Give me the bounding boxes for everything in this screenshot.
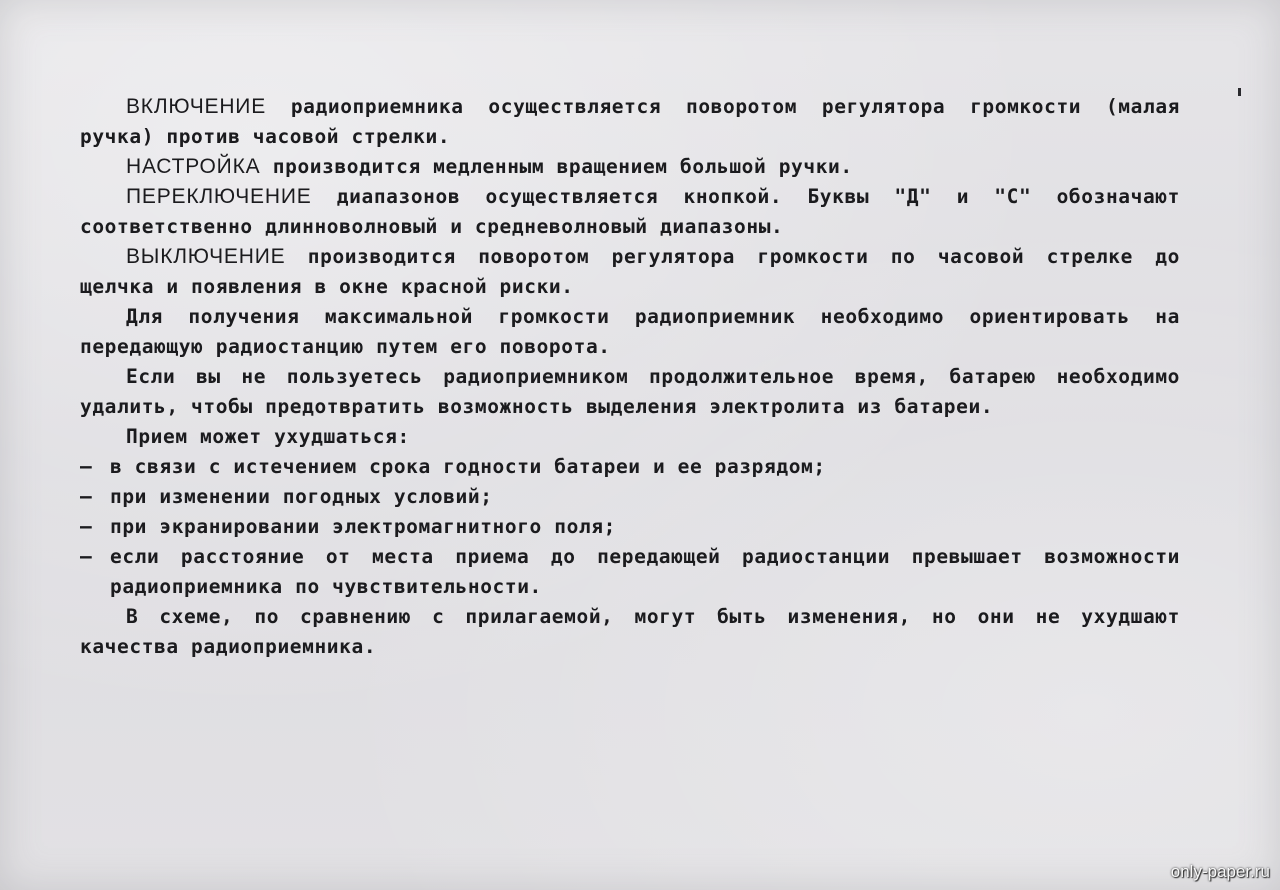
paragraph-reception-intro — [80, 422, 1180, 452]
list-item-text: если расстояние от места приема до передающей радиостанции превышает возможности радиоприемника по чувствительности. — [110, 545, 1180, 598]
paragraph-body: производится поворотом регулятора громкости по часовой стрелке до щелчка и появления в окне красной риски. — [80, 245, 1180, 298]
reception-conditions-list — [80, 452, 1180, 602]
paragraph-band-switch — [80, 182, 1180, 242]
paragraph-battery — [80, 362, 1180, 422]
list-item — [80, 452, 1180, 482]
dash-marker: – — [80, 455, 93, 478]
ink-mark — [1238, 88, 1241, 96]
list-item — [80, 482, 1180, 512]
paragraph-switch-on — [80, 92, 1180, 152]
list-item-text: при изменении погодных условий; — [110, 485, 493, 508]
dash-marker: – — [80, 515, 93, 538]
list-item-text: в связи с истечением срока годности батареи и ее разрядом; — [110, 455, 826, 478]
site-watermark: only-paper.ru — [1170, 862, 1270, 881]
paragraph-switch-off — [80, 242, 1180, 302]
paragraph-orientation — [80, 302, 1180, 362]
paragraph-body: диапазонов осуществляется кнопкой. Буквы "Д" и "С" обозначают соответственно длинноволновый и средневолновый диапазоны. — [80, 185, 1180, 238]
dash-marker: – — [80, 485, 93, 508]
list-item-text: при экранировании электромагнитного поля; — [110, 515, 616, 538]
paragraph-body: радиоприемника осуществляется поворотом регулятора громкости (малая ручка) против часовой стрелки. — [80, 95, 1180, 148]
paragraph-body: Для получения максимальной громкости радиоприемник необходимо ориентировать на передающую радиостанцию путем его поворота. — [80, 305, 1180, 358]
instruction-text — [80, 92, 1180, 662]
dash-marker: – — [80, 545, 93, 568]
paragraph-lead: ВКЛЮЧЕНИЕ — [126, 95, 267, 118]
list-item — [80, 512, 1180, 542]
paragraph-body: производится медленным вращением большой ручки. — [260, 155, 853, 178]
paragraph-body: Прием может ухудшаться: — [126, 425, 410, 448]
paragraph-lead: НАСТРОЙКА — [126, 155, 261, 178]
paragraph-body: Если вы не пользуетесь радиоприемником продолжительное время, батарею необходимо удалить, чтобы предотвратить возможность выделения электролита из батареи. — [80, 365, 1180, 418]
paragraph-lead: ВЫКЛЮЧЕНИЕ — [126, 245, 286, 268]
paragraph-tuning — [80, 152, 1180, 182]
paragraph-closing: В схеме, по сравнению с прилагаемой, могут быть изменения, но они не ухудшают качества радиоприемника. — [80, 605, 1180, 658]
paragraph-lead: ПЕРЕКЛЮЧЕНИЕ — [126, 185, 312, 208]
list-item — [80, 542, 1180, 602]
